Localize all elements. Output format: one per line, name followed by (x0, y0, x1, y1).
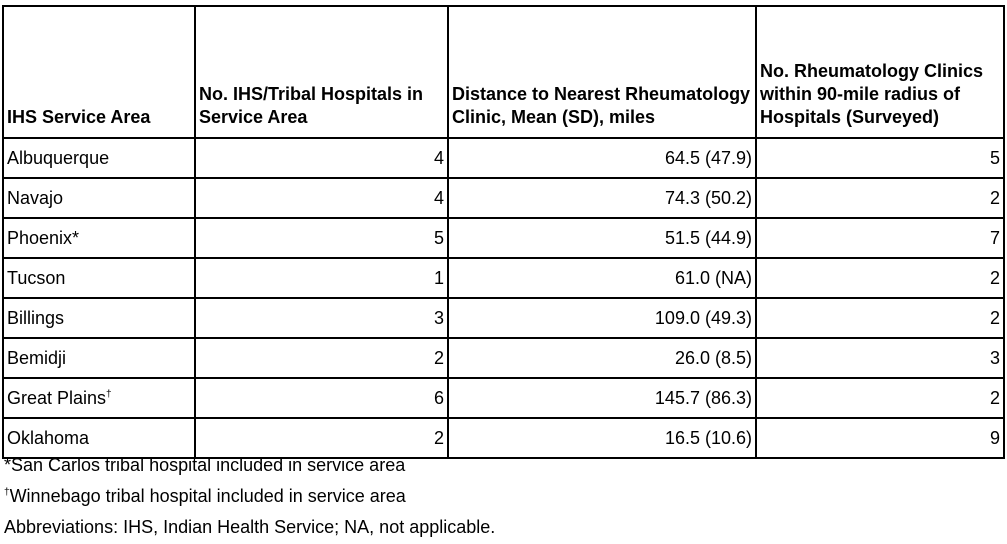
header-row (3, 6, 1004, 138)
area-name: Great Plains (7, 387, 107, 408)
cell-clinics: 2 (756, 378, 1004, 418)
cell-hospitals: 4 (195, 138, 448, 178)
cell-distance: 64.5 (47.9) (448, 138, 756, 178)
cell-hospitals: 6 (195, 378, 448, 418)
cell-distance: 145.7 (86.3) (448, 378, 756, 418)
area-name: Albuquerque (7, 147, 110, 168)
cell-area (3, 258, 195, 298)
area-name: Phoenix* (7, 227, 80, 248)
cell-distance: 109.0 (49.3) (448, 298, 756, 338)
cell-clinics: 9 (756, 418, 1004, 458)
table-row (3, 298, 1004, 338)
cell-area (3, 378, 195, 418)
cell-clinics: 2 (756, 178, 1004, 218)
footnote-dagger (4, 486, 406, 506)
cell-area (3, 218, 195, 258)
cell-clinics: 2 (756, 258, 1004, 298)
cell-hospitals: 4 (195, 178, 448, 218)
cell-hospitals: 1 (195, 258, 448, 298)
cell-area (3, 418, 195, 458)
area-name: Billings (7, 307, 65, 328)
footnote-dagger-text: Winnebago tribal hospital included in service area (9, 486, 406, 506)
footnote-abbreviations: Abbreviations: IHS, Indian Health Service; NA, not applicable. (4, 517, 496, 537)
header-clinics: No. Rheumatology Clinics within 90-mile radius of Hospitals (Surveyed) (756, 6, 1004, 138)
table-row (3, 418, 1004, 458)
area-name: Bemidji (7, 347, 67, 368)
header-hospitals: No. IHS/Tribal Hospitals in Service Area (195, 6, 448, 138)
cell-hospitals: 2 (195, 418, 448, 458)
cell-distance: 16.5 (10.6) (448, 418, 756, 458)
cell-clinics: 2 (756, 298, 1004, 338)
data-table (2, 5, 1005, 459)
cell-area (3, 338, 195, 378)
footnote-mark: † (106, 388, 112, 400)
cell-distance: 74.3 (50.2) (448, 178, 756, 218)
area-name: Navajo (7, 187, 64, 208)
header-distance: Distance to Nearest Rheumatology Clinic, Mean (SD), miles (448, 6, 756, 138)
cell-area (3, 138, 195, 178)
table-row (3, 218, 1004, 258)
table-row (3, 378, 1004, 418)
cell-distance: 51.5 (44.9) (448, 218, 756, 258)
cell-distance: 26.0 (8.5) (448, 338, 756, 378)
cell-clinics: 7 (756, 218, 1004, 258)
cell-hospitals: 3 (195, 298, 448, 338)
cell-clinics: 3 (756, 338, 1004, 378)
area-name: Tucson (7, 267, 66, 288)
cell-hospitals: 2 (195, 338, 448, 378)
cell-clinics: 5 (756, 138, 1004, 178)
footnote-star: *San Carlos tribal hospital included in service area (4, 455, 406, 475)
cell-area (3, 298, 195, 338)
cell-distance: 61.0 (NA) (448, 258, 756, 298)
dagger-mark: † (4, 487, 10, 498)
header-service-area: IHS Service Area (3, 6, 195, 138)
table-row (3, 138, 1004, 178)
table-row (3, 178, 1004, 218)
cell-area (3, 178, 195, 218)
area-name: Oklahoma (7, 427, 90, 448)
table-row (3, 258, 1004, 298)
table-row (3, 338, 1004, 378)
cell-hospitals: 5 (195, 218, 448, 258)
